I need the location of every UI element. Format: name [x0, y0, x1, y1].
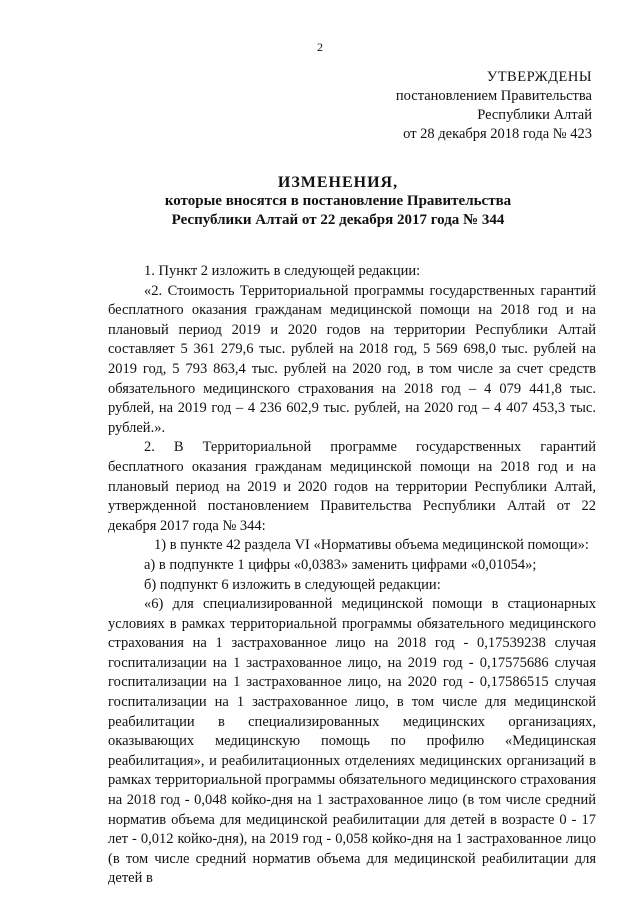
paragraph-1: 1. Пункт 2 изложить в следующей редакции: — [144, 263, 421, 279]
paragraph-2: «2. Стоимость Территориальной программы государственных гарантий бесплатного оказания гражданам медицинской помощи на 2018 год и на плановый период 2019 и 2020 годов на территории Республики Алтай составляет 5 361 279,6 тыс. рублей на 2018 год, 5 569 698,0 тыс. рублей на 2019 год, 5 793 863,4 тыс. рублей на 2020 год, в том числе за счет средств обязательного медицинского страхования на 2018 год – 4 079 441,8 тыс. рублей, на 2019 год – 4 236 602,9 тыс. рублей, на 2020 год – 4 407 453,3 тыс. рублей.». — [108, 282, 596, 436]
paragraph-7: «6) для специализированной медицинской помощи в стационарных условиях в рамках территориальной программы обязательного медицинского страхования на 1 застрахованное лицо на 2018 год - 0,17539238 случая госпитализации на 1 застрахованное лицо, на 2019 год - 0,17575686 случая госпитализации на 1 застрахованное лицо, на 2020 год - 0,17586515 случая госпитализации на 1 застрахованное лицо, в том числе для медицинской реабилитации в специализированных медицинских организациях, оказывающих медицинскую помощь по профилю «Медицинская реабилитация», и реабилитационных отделениях медицинских организаций в рамках территориальной программы обязательного медицинского страхования на 2018 год - 0,048 койко-дня на 1 застрахованное лицо (в том числе средний норматив объема для медицинской реабилитации для детей в возрасте 0 - 17 лет - 0,012 койко-дня), на 2019 год - 0,058 койко-дня на 1 застрахованное лицо (в том числе средний норматив объема для медицинской реабилитации для детей в — [108, 596, 596, 887]
paragraph-5: а) в подпункте 1 цифры «0,0383» заменить цифрами «0,01054»; — [144, 556, 537, 573]
document-body — [108, 262, 596, 889]
title-line-1: ИЗМЕНЕНИЯ, — [277, 174, 399, 191]
approval-heading: УТВЕРЖДЕНЫ — [486, 69, 592, 85]
document-title — [88, 173, 588, 230]
title-line-3: Республики Алтай от 22 декабря 2017 года № 344 — [171, 212, 505, 228]
approval-line-3: от 28 декабря 2018 года № 423 — [403, 126, 592, 142]
approval-line-1: постановлением Правительства — [395, 88, 592, 104]
paragraph-4: 1) в пункте 42 раздела VI «Нормативы объема медицинской помощи»: — [154, 537, 589, 554]
title-line-2: которые вносятся в постановление Правительства — [164, 193, 512, 209]
paragraph-6: б) подпункт 6 изложить в следующей редакции: — [144, 576, 441, 593]
paragraph-3: 2. В Территориальной программе государственных гарантий бесплатного оказания гражданам медицинской помощи на 2018 год и на плановый период на 2019 и 2020 годов на территории Республики Алтай, утвержденной постановлением Правительства Республики Алтай от 22 декабря 2017 года № 344: — [108, 439, 596, 534]
approval-block — [372, 68, 592, 144]
page-number: 2 — [317, 40, 323, 54]
approval-line-2: Республики Алтай — [477, 107, 592, 123]
